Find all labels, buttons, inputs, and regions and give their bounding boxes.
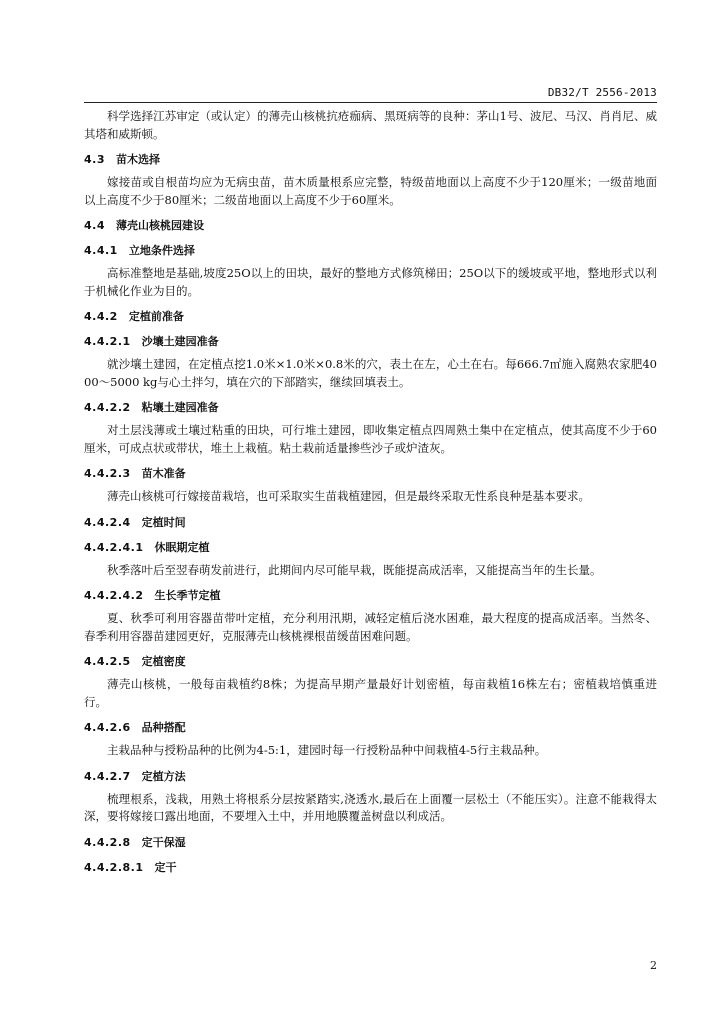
- section-title: 苗木准备: [141, 467, 186, 480]
- section-title: 定植密度: [141, 655, 186, 668]
- paragraph: 梳理根系，浅栽，用熟土将根系分层按紧踏实,浇透水,最后在上面覆一层松土（不能压实）。注意不能栽得太深，要将嫁接口露出地面，不要埋入土中，并用地膜覆盖树盘以利成活。: [84, 791, 657, 823]
- paragraph: 对土层浅薄或土壤过粘重的田块，可行堆土建园，即收集定植点四周熟土集中在定植点，使其高度不少于60厘米，可成点状或带状，堆土上栽植。粘土栽前适量掺些沙子或炉渣灰。: [84, 423, 657, 455]
- section-number: 4.4.2.7: [84, 769, 131, 783]
- section-title: 品种搭配: [141, 721, 186, 734]
- paragraph: 嫁接苗或自根苗均应为无病虫苗，苗木质量根系应完整，特级苗地面以上高度不少于120厘米；一级苗地面以上高度不少于80厘米；二级苗地面以上高度不少于60厘米。: [84, 175, 657, 207]
- paragraph: 科学选择江苏审定（或认定）的薄壳山核桃抗疮痂病、黑斑病等的良种：茅山1号、波尼、马汉、肖肖尼、威其塔和威斯顿。: [84, 109, 657, 141]
- document-code: DB32/T 2556-2013: [547, 86, 657, 99]
- paragraph: 薄壳山核桃，一般每亩栽植约8株；为提高早期产量最好计划密植，每亩栽植16株左右；密植栽培慎重进行。: [84, 677, 657, 709]
- section-heading: [84, 859, 657, 876]
- section-heading: [84, 308, 657, 325]
- section-heading: [84, 399, 657, 416]
- paragraph: 夏、秋季可利用容器苗带叶定植，充分利用汛期，减轻定植后浇水困难，最大程度的提高成活率。当然冬、春季利用容器苗建园更好，克服薄壳山核桃裸根苗缓苗困难问题。: [84, 611, 657, 643]
- paragraph: 主栽品种与授粉品种的比例为4-5:1，建园时每一行授粉品种中间栽植4-5行主栽品种。: [107, 743, 547, 757]
- section-number: 4.4.2.4: [84, 515, 131, 529]
- section-title: 薄壳山核桃园建设: [116, 219, 204, 232]
- section-number: 4.3: [84, 153, 105, 166]
- section-number: 4.4: [84, 219, 105, 232]
- section-title: 生长季节定植: [154, 589, 221, 602]
- section-heading: [84, 653, 657, 670]
- section-number: 4.4.2: [84, 310, 118, 323]
- paragraph: 就沙壤土建园，在定植点挖1.0米×1.0米×0.8米的穴，表土在左，心土在右。每666.7㎡施入腐熟农家肥4000～5000 kg与心土拌匀，填在穴的下部踏实，继续回填表土。: [84, 357, 657, 389]
- section-heading: [84, 539, 657, 556]
- section-title: 苗木选择: [116, 153, 160, 166]
- section-number: 4.4.2.6: [84, 721, 131, 734]
- section-number: 4.4.2.4.1: [84, 540, 144, 554]
- section-number: 4.4.2.4.2: [84, 589, 144, 602]
- paragraph: 高标准整地是基础,坡度25O以上的田块，最好的整地方式修筑梯田；25O以下的缓坡或平地，整地形式以利于机械化作业为目的。: [84, 266, 657, 298]
- section-heading: [84, 719, 657, 736]
- section-title: 休眠期定植: [154, 540, 210, 554]
- page-number: 2: [650, 959, 657, 972]
- section-heading: [84, 587, 657, 604]
- section-heading: [84, 151, 657, 168]
- section-title: 沙壤土建园准备: [141, 335, 219, 348]
- section-title: 定干保湿: [141, 835, 186, 849]
- document-body: [84, 108, 657, 876]
- section-title: 定干: [154, 860, 177, 874]
- section-number: 4.4.2.8.1: [84, 860, 144, 874]
- paragraph: 薄壳山核桃可行嫁接苗栽培，也可采取实生苗栽植建园，但是最终采取无性系良种是基本要求。: [107, 489, 590, 503]
- section-heading: [84, 834, 657, 851]
- section-number: 4.4.1: [84, 244, 118, 257]
- header-rule: [84, 102, 657, 103]
- section-title: 定植前准备: [128, 310, 184, 323]
- section-heading: [84, 333, 657, 350]
- section-heading: [84, 514, 657, 531]
- section-heading: [84, 217, 657, 234]
- section-number: 4.4.2.5: [84, 655, 131, 668]
- section-title: 粘壤土建园准备: [141, 401, 219, 414]
- section-number: 4.4.2.1: [84, 335, 131, 348]
- section-heading: [84, 768, 657, 785]
- paragraph: 秋季落叶后至翌春萌发前进行，此期间内尽可能早栽，既能提高成活率，又能提高当年的生长量。: [107, 562, 602, 577]
- section-number: 4.4.2.3: [84, 467, 131, 480]
- section-heading: [84, 465, 657, 482]
- section-title: 定植方法: [141, 769, 186, 783]
- section-title: 立地条件选择: [128, 244, 195, 257]
- section-number: 4.4.2.2: [84, 401, 131, 414]
- section-title: 定植时间: [141, 515, 186, 529]
- section-number: 4.4.2.8: [84, 835, 131, 849]
- section-heading: [84, 242, 657, 259]
